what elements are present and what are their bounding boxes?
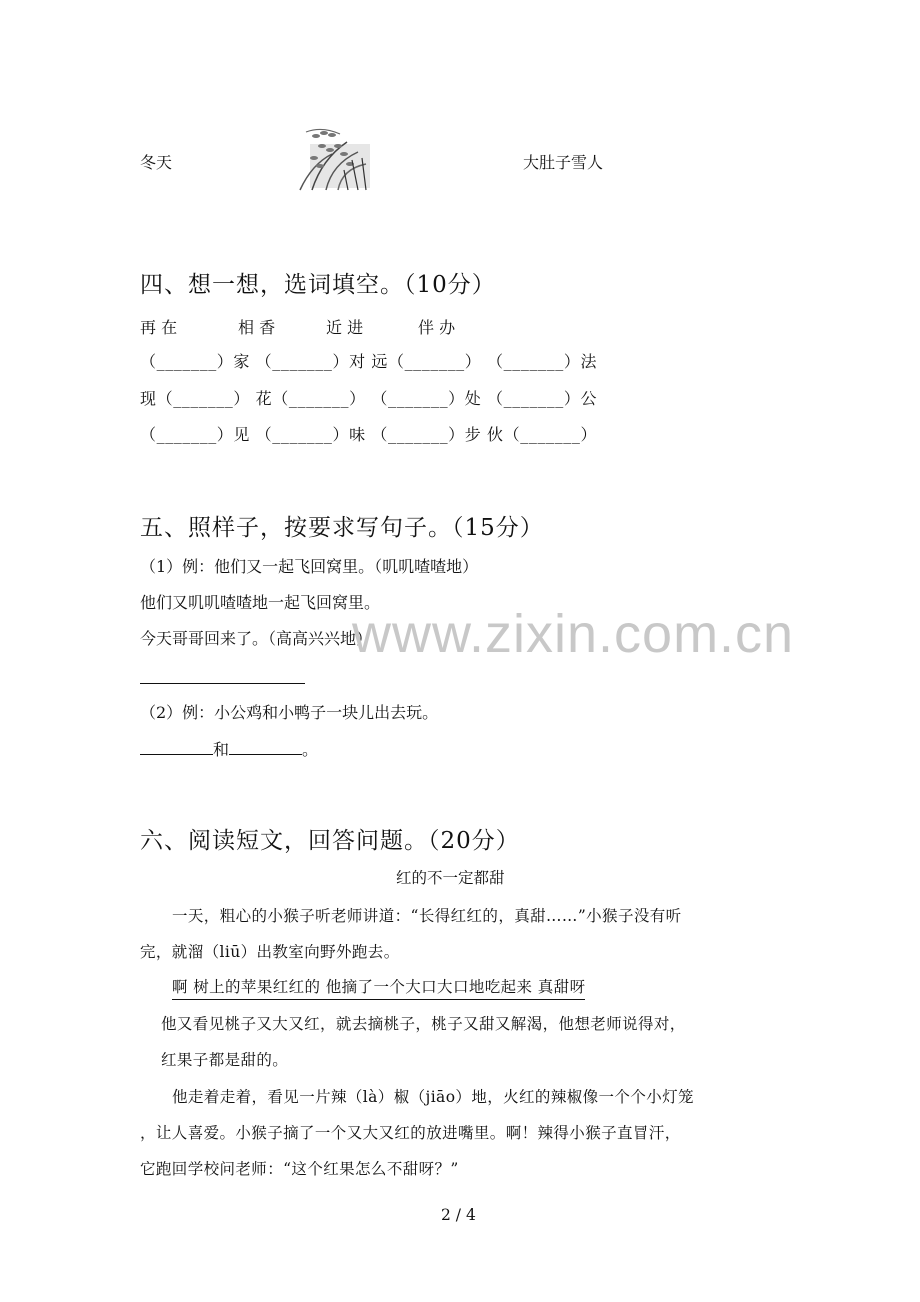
fill-row-1[interactable]: （_______）家 （_______）对 远（_______） （_______）法 xyxy=(140,352,598,371)
section-5-title: 五、照样子，按要求写句子。（15分） xyxy=(140,515,544,541)
answer-blank[interactable] xyxy=(229,740,302,755)
example-1-sample: 他们又叽叽喳喳地一起飞回窝里。 xyxy=(140,593,381,612)
example-2-task xyxy=(140,737,318,760)
section-6-title: 六、阅读短文，回答问题。（20分） xyxy=(140,828,520,854)
section-4-title: 四、想一想，选词填空。（10分） xyxy=(140,272,496,298)
label-snowman: 大肚子雪人 xyxy=(523,153,604,172)
answer-blank[interactable] xyxy=(140,740,213,755)
paragraph-3-line-1: 他又看见桃子又大又红，就去摘桃子，桃子又甜又解渴，他想老师说得对， xyxy=(161,1015,686,1033)
and-word: 和 xyxy=(213,740,230,759)
example-1-prompt: （1）例：他们又一起飞回窝里。（叽叽喳喳地） xyxy=(140,557,479,576)
rice-plant-icon xyxy=(292,124,374,192)
example-1-task: 今天哥哥回来了。（高高兴兴地） xyxy=(140,629,373,648)
story-title: 红的不一定都甜 xyxy=(396,869,505,887)
watermark-text: www.zixin.com.cn xyxy=(352,604,795,664)
word-group: 再 在 xyxy=(140,318,178,337)
word-group: 相 香 xyxy=(238,318,276,337)
paragraph-4-line-3: 它跑回学校问老师：“这个红果怎么不甜呀？” xyxy=(140,1160,459,1178)
fill-row-2[interactable]: 现（_______） 花（_______） （_______）处 （_______）公 xyxy=(140,389,598,408)
example-2-prompt: （2）例：小公鸡和小鸭子一块儿出去玩。 xyxy=(140,703,439,722)
label-winter: 冬天 xyxy=(140,153,173,172)
page-number: 2 / 4 xyxy=(441,1206,476,1224)
punctuation-exercise-sentence: 啊 树上的苹果红红的 他摘了一个大口大口地吃起来 真甜呀 xyxy=(172,975,585,1000)
fill-row-3[interactable]: （_______）见 （_______）味 （_______）步 伙（_______） xyxy=(140,425,598,444)
paragraph-4-line-2: ，让人喜爱。小猴子摘了一个又大又红的放进嘴里。啊！辣得小猴子直冒汗， xyxy=(140,1124,681,1142)
period: 。 xyxy=(302,740,319,759)
paragraph-4-line-1: 他走着走着，看见一片辣（là）椒（jiāo）地，火红的辣椒像一个个小灯笼 xyxy=(172,1088,694,1106)
word-group: 伴 办 xyxy=(418,318,456,337)
word-group: 近 进 xyxy=(326,318,364,337)
rice-plant-illustration xyxy=(292,124,374,192)
paragraph-1-line-2: 完，就溜（liū）出教室向野外跑去。 xyxy=(140,943,400,961)
answer-line-1[interactable] xyxy=(140,683,305,684)
paragraph-3-line-2: 红果子都是甜的。 xyxy=(161,1051,289,1069)
paragraph-1-line-1: 一天，粗心的小猴子听老师讲道：“长得红红的，真甜……”小猴子没有听 xyxy=(172,907,682,925)
